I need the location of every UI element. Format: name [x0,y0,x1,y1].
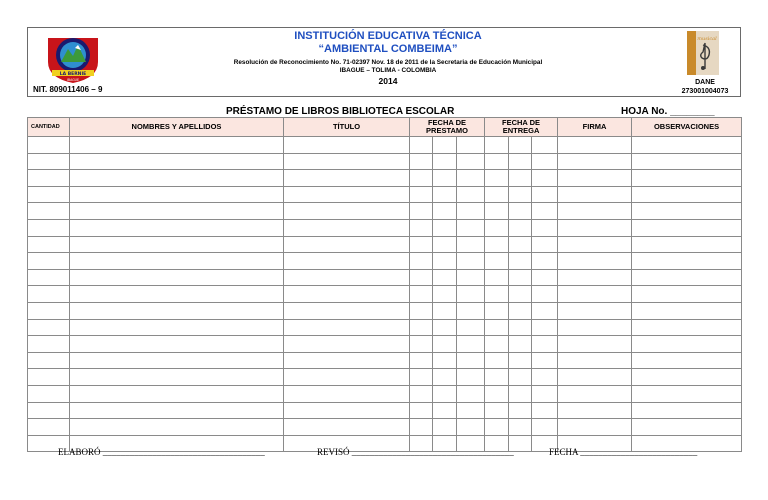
table-cell[interactable] [410,170,433,187]
table-cell[interactable] [558,137,632,154]
table-cell[interactable] [485,170,509,187]
table-cell[interactable] [284,402,410,419]
dane-block [668,78,742,96]
table-cell[interactable] [70,153,284,170]
table-cell[interactable] [632,170,742,187]
table-row [28,402,742,419]
table-cell[interactable] [433,336,457,353]
table-cell[interactable] [532,369,558,386]
year-text: 2014 [378,76,398,86]
col-titulo: TÍTULO [284,118,410,137]
table-cell[interactable] [509,336,532,353]
elaboro-signature-line[interactable]: ELABORÓ ____________________________________ [58,447,265,457]
table-cell[interactable] [509,385,532,402]
table-row [28,385,742,402]
col-observaciones: OBSERVACIONES [632,118,742,137]
table-cell[interactable] [485,186,509,203]
table-cell[interactable] [284,385,410,402]
table-cell[interactable] [509,170,532,187]
table-cell[interactable] [532,170,558,187]
table-cell[interactable] [485,385,509,402]
table-cell[interactable] [558,352,632,369]
table-cell[interactable] [509,319,532,336]
logo-banner-text: LA BERNIE [59,72,87,77]
col-cantidad: CANTIDAD [28,118,70,137]
table-cell[interactable] [558,170,632,187]
institution-info [158,28,618,87]
sheet-number-field[interactable]: HOJA No. ________ [621,106,715,117]
table-cell[interactable] [70,352,284,369]
table-cell[interactable] [532,319,558,336]
table-cell[interactable] [509,369,532,386]
table-cell[interactable] [532,336,558,353]
table-cell[interactable] [457,402,485,419]
table-cell[interactable] [509,269,532,286]
table-cell[interactable] [284,153,410,170]
table-cell[interactable] [28,369,70,386]
table-cell[interactable] [433,402,457,419]
table-cell[interactable] [28,269,70,286]
col-fecha-prestamo [410,118,485,137]
col-fecha-prestamo-line2: PRESTAMO [426,126,468,135]
table-cell[interactable] [558,203,632,220]
table-cell[interactable] [558,153,632,170]
table-cell[interactable] [284,302,410,319]
table-cell[interactable] [70,219,284,236]
document-header [27,27,741,97]
table-cell[interactable] [433,419,457,436]
table-cell[interactable] [284,186,410,203]
table-cell[interactable] [532,385,558,402]
dane-label: DANE [695,79,715,86]
table-cell[interactable] [632,302,742,319]
table-cell[interactable] [532,402,558,419]
table-cell[interactable] [632,219,742,236]
table-cell[interactable] [284,203,410,220]
table-cell[interactable] [632,402,742,419]
table-cell[interactable] [532,302,558,319]
musical-logo [687,31,719,75]
table-cell[interactable] [509,236,532,253]
form-title: PRÉSTAMO DE LIBROS BIBLIOTECA ESCOLAR [226,106,455,117]
nit-number: NIT. 809011406 – 9 [33,85,103,94]
table-cell[interactable] [28,352,70,369]
table-cell[interactable] [532,236,558,253]
table-cell[interactable] [485,302,509,319]
table-cell[interactable] [410,385,433,402]
table-cell[interactable] [410,203,433,220]
table-cell[interactable] [410,319,433,336]
table-cell[interactable] [457,319,485,336]
table-cell[interactable] [632,236,742,253]
table-cell[interactable] [632,186,742,203]
table-cell[interactable] [485,253,509,270]
table-cell[interactable] [457,302,485,319]
table-cell[interactable] [28,253,70,270]
table-cell[interactable] [284,170,410,187]
table-cell[interactable] [532,203,558,220]
loan-table [27,117,742,452]
table-row [28,236,742,253]
table-cell[interactable] [632,419,742,436]
table-cell[interactable] [457,153,485,170]
table-cell[interactable] [485,336,509,353]
table-cell[interactable] [632,269,742,286]
table-cell[interactable] [509,137,532,154]
table-cell[interactable] [433,236,457,253]
table-cell[interactable] [532,219,558,236]
table-cell[interactable] [284,219,410,236]
table-cell[interactable] [632,203,742,220]
table-cell[interactable] [410,419,433,436]
institution-name: INSTITUCIÓN EDUCATIVA TÉCNICA [294,30,482,42]
table-cell[interactable] [70,137,284,154]
table-cell[interactable] [485,236,509,253]
table-cell[interactable] [433,319,457,336]
dane-number: 273001004073 [681,88,729,95]
table-body [28,137,742,452]
table-cell[interactable] [433,269,457,286]
table-cell[interactable] [433,352,457,369]
table-cell[interactable] [28,219,70,236]
table-cell[interactable] [433,369,457,386]
table-cell[interactable] [558,319,632,336]
col-fecha-entrega [485,118,558,137]
table-cell[interactable] [410,286,433,303]
table-cell[interactable] [433,286,457,303]
table-cell[interactable] [485,286,509,303]
logo-bottom-text: IBAGUE [66,78,80,82]
table-cell[interactable] [410,402,433,419]
table-cell[interactable] [485,269,509,286]
table-row [28,352,742,369]
col-fecha-entrega-line1: FECHA DE [501,118,541,127]
table-cell[interactable] [410,369,433,386]
table-cell[interactable] [284,352,410,369]
table-cell[interactable] [532,137,558,154]
table-cell[interactable] [433,302,457,319]
institution-subname: “AMBIENTAL COMBEIMA” [318,43,458,55]
table-cell[interactable] [457,253,485,270]
col-firma: FIRMA [558,118,632,137]
table-cell[interactable] [558,402,632,419]
table-cell[interactable] [433,186,457,203]
table-cell[interactable] [558,253,632,270]
table-cell[interactable] [632,153,742,170]
table-cell[interactable] [70,170,284,187]
table-cell[interactable] [532,286,558,303]
table-cell[interactable] [485,352,509,369]
table-cell[interactable] [284,336,410,353]
table-cell[interactable] [28,302,70,319]
table-cell[interactable] [28,319,70,336]
table-cell[interactable] [457,170,485,187]
table-cell[interactable] [70,402,284,419]
table-cell[interactable] [28,402,70,419]
table-cell[interactable] [284,286,410,303]
logo-word: musical [697,36,717,42]
location-text: IBAGUE – TOLIMA - COLOMBIA [339,67,437,74]
table-cell[interactable] [457,186,485,203]
table-cell[interactable] [558,286,632,303]
table-cell[interactable] [410,186,433,203]
table-cell[interactable] [632,319,742,336]
table-cell[interactable] [70,236,284,253]
table-cell[interactable] [558,186,632,203]
table-cell[interactable] [509,302,532,319]
table-row [28,286,742,303]
table-row [28,219,742,236]
table-cell[interactable] [70,269,284,286]
table-cell[interactable] [433,385,457,402]
table-cell[interactable] [70,369,284,386]
table-cell[interactable] [410,236,433,253]
table-row [28,269,742,286]
table-cell[interactable] [70,419,284,436]
table-cell[interactable] [632,352,742,369]
table-cell[interactable] [457,385,485,402]
table-cell[interactable] [532,269,558,286]
table-cell[interactable] [70,286,284,303]
table-cell[interactable] [558,385,632,402]
table-cell[interactable] [28,203,70,220]
table-cell[interactable] [485,369,509,386]
table-cell[interactable] [532,186,558,203]
table-cell[interactable] [457,219,485,236]
table-cell[interactable] [410,336,433,353]
table-row [28,319,742,336]
col-nombres: NOMBRES Y APELLIDOS [70,118,284,137]
table-cell[interactable] [28,336,70,353]
table-row [28,369,742,386]
table-cell[interactable] [509,186,532,203]
table-cell[interactable] [532,419,558,436]
table-cell[interactable] [532,352,558,369]
table-cell[interactable] [457,203,485,220]
table-cell[interactable] [284,269,410,286]
table-cell[interactable] [558,336,632,353]
table-cell[interactable] [433,203,457,220]
table-cell[interactable] [457,286,485,303]
table-header-row [28,118,742,137]
table-cell[interactable] [509,286,532,303]
table-cell[interactable] [410,253,433,270]
table-cell[interactable] [509,203,532,220]
table-cell[interactable] [509,253,532,270]
table-cell[interactable] [28,137,70,154]
table-cell[interactable] [457,236,485,253]
table-cell[interactable] [410,269,433,286]
table-cell[interactable] [284,419,410,436]
table-cell[interactable] [70,385,284,402]
table-cell[interactable] [558,369,632,386]
table-cell[interactable] [509,153,532,170]
table-cell[interactable] [433,219,457,236]
table-row [28,153,742,170]
table-cell[interactable] [70,253,284,270]
table-cell[interactable] [284,319,410,336]
fecha-line[interactable]: FECHA __________________________ [549,447,698,457]
table-cell[interactable] [509,352,532,369]
table-cell[interactable] [457,352,485,369]
table-cell[interactable] [558,219,632,236]
table-cell[interactable] [284,137,410,154]
col-fecha-prestamo-line1: FECHA DE [427,118,467,127]
table-cell[interactable] [632,385,742,402]
table-cell[interactable] [485,419,509,436]
table-cell[interactable] [70,336,284,353]
table-cell[interactable] [28,419,70,436]
table-cell[interactable] [485,203,509,220]
table-cell[interactable] [558,269,632,286]
table-cell[interactable] [509,402,532,419]
table-cell[interactable] [457,336,485,353]
table-cell[interactable] [28,186,70,203]
table-cell[interactable] [28,385,70,402]
table-cell[interactable] [433,137,457,154]
table-cell[interactable] [457,419,485,436]
table-row [28,419,742,436]
table-cell[interactable] [433,170,457,187]
table-cell[interactable] [558,236,632,253]
reviso-signature-line[interactable]: REVISÓ ____________________________________ [317,447,514,457]
table-cell[interactable] [485,402,509,419]
table-cell[interactable] [284,236,410,253]
table-cell[interactable] [70,302,284,319]
resolution-text: Resolución de Reconocimiento No. 71-02397 Nov. 18 de 2011 de la Secretaria de Educación Municipal [233,59,543,66]
table-cell[interactable] [485,319,509,336]
table-cell[interactable] [28,153,70,170]
table-row [28,253,742,270]
table-cell[interactable] [28,170,70,187]
table-cell[interactable] [632,336,742,353]
table-cell[interactable] [433,253,457,270]
table-cell[interactable] [28,236,70,253]
table-cell[interactable] [485,153,509,170]
table-cell[interactable] [558,419,632,436]
table-row [28,336,742,353]
table-cell[interactable] [532,253,558,270]
table-cell[interactable] [457,269,485,286]
school-shield-logo [42,32,104,84]
table-row [28,170,742,187]
table-cell[interactable] [632,137,742,154]
table-row [28,302,742,319]
table-cell[interactable] [558,302,632,319]
table-cell[interactable] [70,186,284,203]
table-cell[interactable] [509,419,532,436]
table-cell[interactable] [433,153,457,170]
table-cell[interactable] [410,137,433,154]
table-cell[interactable] [284,369,410,386]
table-row [28,137,742,154]
table-row [28,186,742,203]
table-cell[interactable] [410,153,433,170]
table-cell[interactable] [532,153,558,170]
table-cell[interactable] [632,369,742,386]
table-cell[interactable] [28,286,70,303]
table-cell[interactable] [284,253,410,270]
table-cell[interactable] [410,352,433,369]
col-fecha-entrega-line2: ENTREGA [502,126,540,135]
table-cell[interactable] [485,219,509,236]
table-cell[interactable] [457,369,485,386]
table-cell[interactable] [70,203,284,220]
table-row [28,203,742,220]
table-cell[interactable] [632,253,742,270]
table-cell[interactable] [70,319,284,336]
table-cell[interactable] [457,137,485,154]
table-cell[interactable] [632,286,742,303]
table-cell[interactable] [410,302,433,319]
table-cell[interactable] [509,219,532,236]
table-cell[interactable] [485,137,509,154]
table-cell[interactable] [410,219,433,236]
